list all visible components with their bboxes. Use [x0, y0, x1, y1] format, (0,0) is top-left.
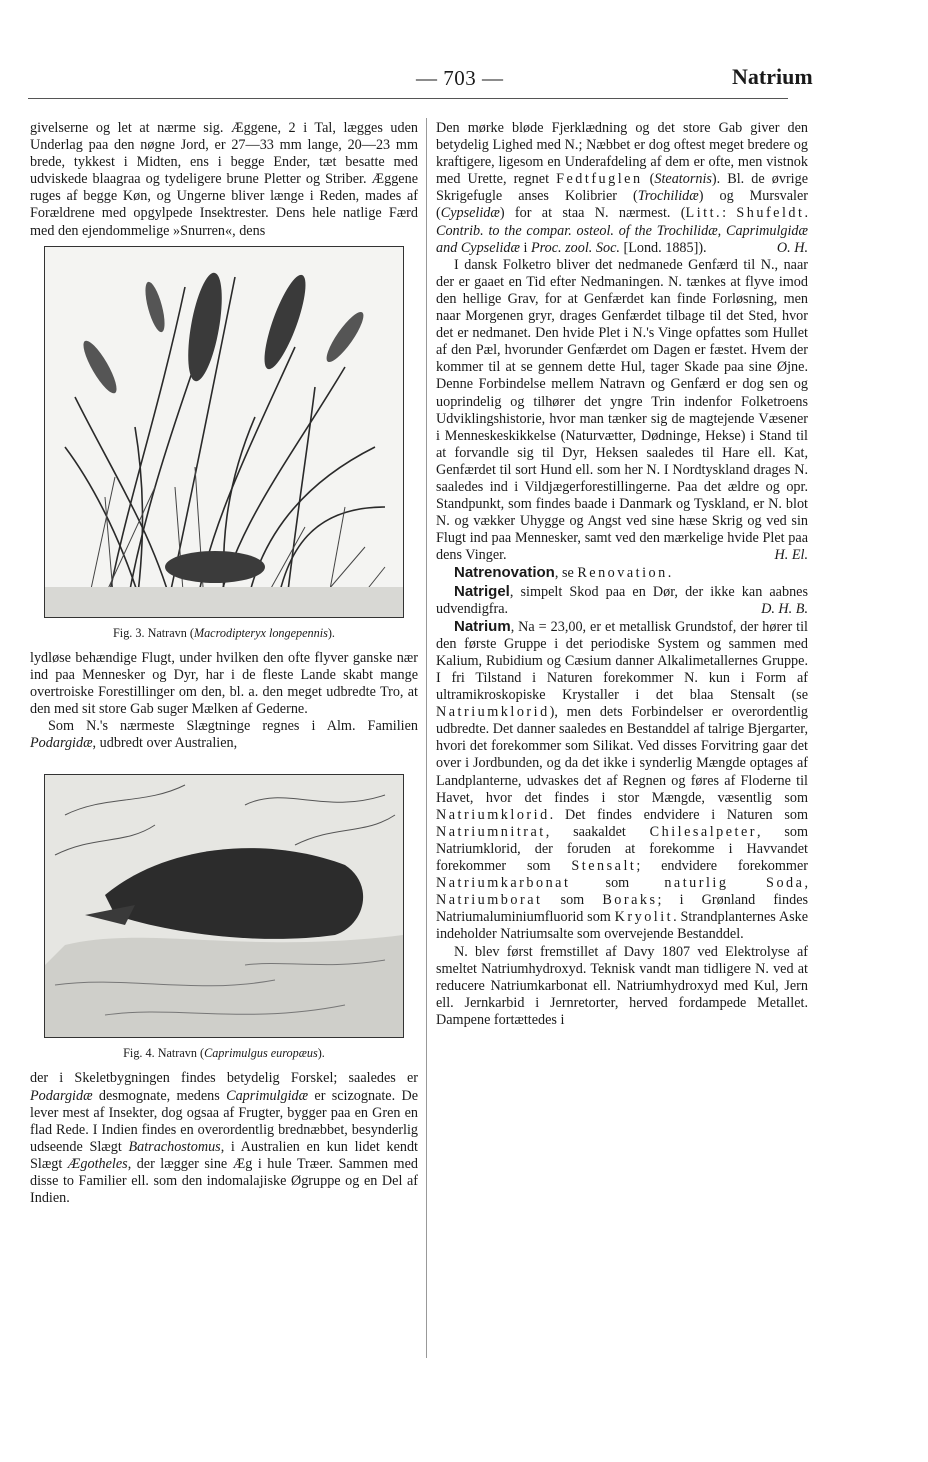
paragraph-eggs: givelserne og let at nærme sig. Æggene, 2 i Tal, lægges uden Underlag paa den nøgne Jord, er 27—33 mm lange, 20—23 mm brede, tykkest i Midten, ens i begge Ender, tæt besatte med udviskede blaagraa og tydeligere brune Pletter og Striber. Æggene ruges af begge Køn, og Ungerne bliver længe i Reden, mades af Forældrene med opgylpede Insektrester. Dens hele natlige Færd med den ejendommelige »Snurren«, dens	[30, 120, 418, 239]
header-rule	[28, 98, 788, 99]
nightjar-on-ground-drawing	[45, 775, 403, 1037]
paragraph-plumage: Den mørke bløde Fjerklædning og det store Gab giver den betydelig Lighed med N.; Næbbet er dog oftest meget bredere og kraftigere, ligesom en Underafdeling af dem er ofte, men vistnok med Urette, regnet Fedtfuglen (Steatornis). Bl. de øvrige Skrigefugle anses Kolibrier (Trochilidæ) og Mursvaler (Cypselidæ) for at staa N. nærmest. (Litt.: Shufeldt. Contrib. to the compar. osteol. of the Trochilidæ, Caprimulgidæ and Cypselidæ i Proc. zool. Soc. [Lond. 1885]). O. H.	[436, 120, 809, 256]
figure-3-caption: Fig. 3. Natravn (Macrodipteryx longepennis).	[113, 625, 335, 640]
paragraph-flight: lydløse behændige Flugt, under hvilken den ofte flyver ganske nær ind paa Mennesker og Dyr, har i de fleste Lande skabt mange overtroiske Forestillinger om den, bl. a. den meget udbredte Tro, at den med sit store Gab suger Mælken af Gederne.	[30, 649, 418, 718]
paragraph-folklore: I dansk Folketro bliver det nedmanede Genfærd til N., naar der er gaaet en Tid efter Nedmaningen. N. tænkes at flyve imod den hellige Grav, for at Genfærdet kan finde Forløsning, men naar Morgenen gryr, drages Genfærdet tilbage til det Sted, hvor det er nedmanet. Den hvide Plet i N.'s Vinge opfattes som Hullet af den Pæl, hvorunder Genfærdet om Dagen er fæstet. Hvem der kommer til at se gennem dette Hul, tager Skade paa sine Øjne. Denne Forbindelse mellem Natravn og Genfærd er dog sen og uoprindelig og tilhører det yngre Trin indenfor Folketroens Udviklingshistorie, hvor man tænker sig de magtejende Væsener i Menneskeskikkelse (Naturvætter, Dødninge, Hekse) i Stand til at forvandle sig til Dyr, Heksen saaledes til Hare ell. Kat, Genfærdet til sort Hund ell. som her N. I Nordtyskland drages N. saaledes ind i Vildjægerforestillingerne. Paa det ældre og opr. Standpunkt, som findes baade i Danmark og Tyskland, er N. blot N. og vækker Uhygge og Angst ved sine hæse Skrig og ved sin Flugt ind paa Mennesker, samt ved den mærkelige hvide Plet paa dens Vinger. H. El.	[436, 256, 808, 564]
signature-oh: O. H.	[776, 239, 808, 256]
entry-natrium: Natrium, Na = 23,00, er et metallisk Grundstof, der hører til den første Gruppe i det periodiske System og sammen med Kalium, Rubidium og Cæsium danner Alkalimetallernes Gruppe. I fri Tilstand i Naturen forekommer N. kun i Form af ultramikroskopiske Krystaller i det blaa Stensalt (se Natriumklorid), men dets Forbindelser er overordentlig udbredte. Det danner saaledes en Bestanddel af talrige Bjergarter, hvori det forekommer som Silikat. Ved disses Forvitring gaar det over i Jordbunden, og da det ikke i synderlig Mængde optages af Landplanterne, udvaskes det af Regnen og føres af Floderne til Havet, hvor det findes i stor Mængde, væsentlig som Natriumklorid. Det findes endvidere i Naturen som Natriumnitrat, saakaldet Chilesalpeter, som Natriumklorid, der foruden at forekomme i Havvandet forekommer som Stensalt; endvidere forekommer Natriumkarbonat som naturlig Soda, Natriumborat som Boraks; i Grønland findes Natriumaluminiumfluorid som Kryolit. Strandplanternes Aske indeholder Natriumsalte som overvejende Bestanddel.	[436, 617, 809, 943]
right-column	[436, 120, 808, 1029]
paragraph-davy: N. blev først fremstillet af Davy 1807 ved Elektrolyse af smeltet Natriumhydroxyd. Teknisk vandt man tidligere N. ved at reducere Natriumkarbonat ell. Natriumhydroxyd med Kul, Jern ell. Jernkarbid i Jernretorter, herved fordampede Metallet. Dampene fortættedes i	[436, 943, 808, 1028]
figure-3-illustration	[44, 246, 404, 618]
signature-hel: H. El.	[774, 547, 808, 564]
entry-natrenovation: Natrenovation, se Renovation.	[454, 564, 672, 582]
page-header	[28, 62, 813, 92]
figure-4-caption: Fig. 4. Natravn (Caprimulgus europæus).	[123, 1046, 325, 1061]
left-column	[30, 120, 418, 1207]
paragraph-relatives: Som N.'s nærmeste Slægtninge regnes i Alm. Familien Podargidæ, udbredt over Australien,	[30, 718, 418, 752]
running-headword: Natrium	[732, 64, 813, 89]
page-number: — 703 —	[416, 66, 504, 90]
signature-dhb: D. H. B.	[761, 600, 808, 617]
paragraph-skeleton: der i Skeletbygningen findes betydelig Forskel; saaledes er Podargidæ desmognate, medens Caprimulgidæ er scizognate. De lever mest af Insekter, dog ogsaa af Frugter, bygger paa en Gren en flad Rede. I Indien findes en overordentlig brednæbbet, besynderlig udseende Slægt Batrachostomus, i Australien en kun lidet kendt Slægt Ægotheles, der lægger sine Æg i hule Træer. Sammen med disse to Familier ell. som den indomalajiske Øgruppe og en Del af Indien.	[30, 1070, 418, 1207]
grass-nightjar-drawing	[45, 247, 403, 617]
entry-natrigel: Natrigel, simpelt Skod paa en Dør, der ikke kan aabnes udvendigfra. D. H. B.	[436, 582, 808, 617]
figure-4-illustration	[44, 774, 404, 1038]
column-divider	[426, 118, 427, 1358]
